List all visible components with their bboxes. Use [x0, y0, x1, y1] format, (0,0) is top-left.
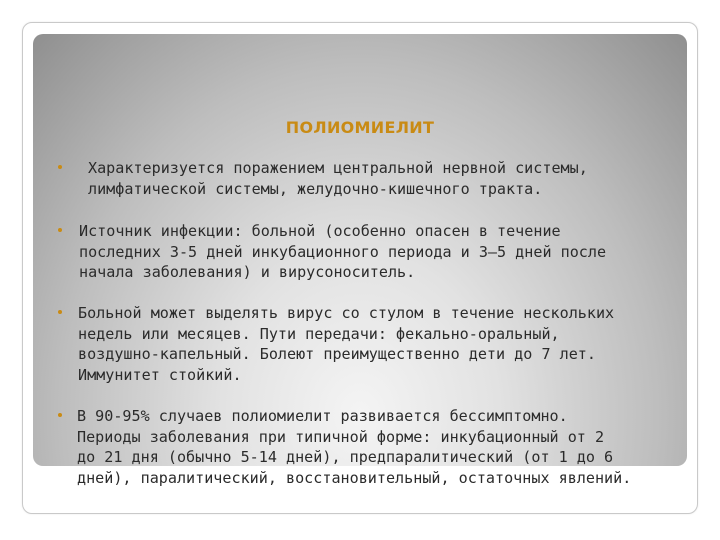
bullet-dot-icon: [58, 310, 62, 314]
bullet-text: В 90-95% случаев полиомиелит развивается бессимптомно. Периоды заболевания при типичной форме: инкубационный от 2 до 21 дня (обычно 5-14 дней), предпаралитический (от 1 до 6 дней), паралитический, восстановительный, остаточных явлений.: [77, 407, 632, 487]
bullet-dot-icon: [58, 413, 62, 417]
slide-content-panel: [33, 34, 687, 487]
bullet-text: Характеризуется поражением центральной нервной системы, лимфатической системы, желудочно-кишечного тракта.: [88, 159, 588, 198]
bullet-text: Больной может выделять вирус со стулом в течение нескольких недель или месяцев. Пути передачи: фекально-оральный, воздушно-капельный. Болеют преимущественно дети до 7 лет. Иммунитет стойкий.: [78, 304, 615, 384]
slide-title: ПОЛИОМИЕЛИТ: [285, 118, 435, 137]
bullet-text: Источник инфекции: больной (особенно опасен в течение последних 3-5 дней инкубационного периода и 3—5 дней после начала заболевания) и вирусоноситель.: [79, 222, 607, 281]
bullet-dot-icon: [58, 165, 62, 169]
bullet-dot-icon: [58, 228, 62, 232]
